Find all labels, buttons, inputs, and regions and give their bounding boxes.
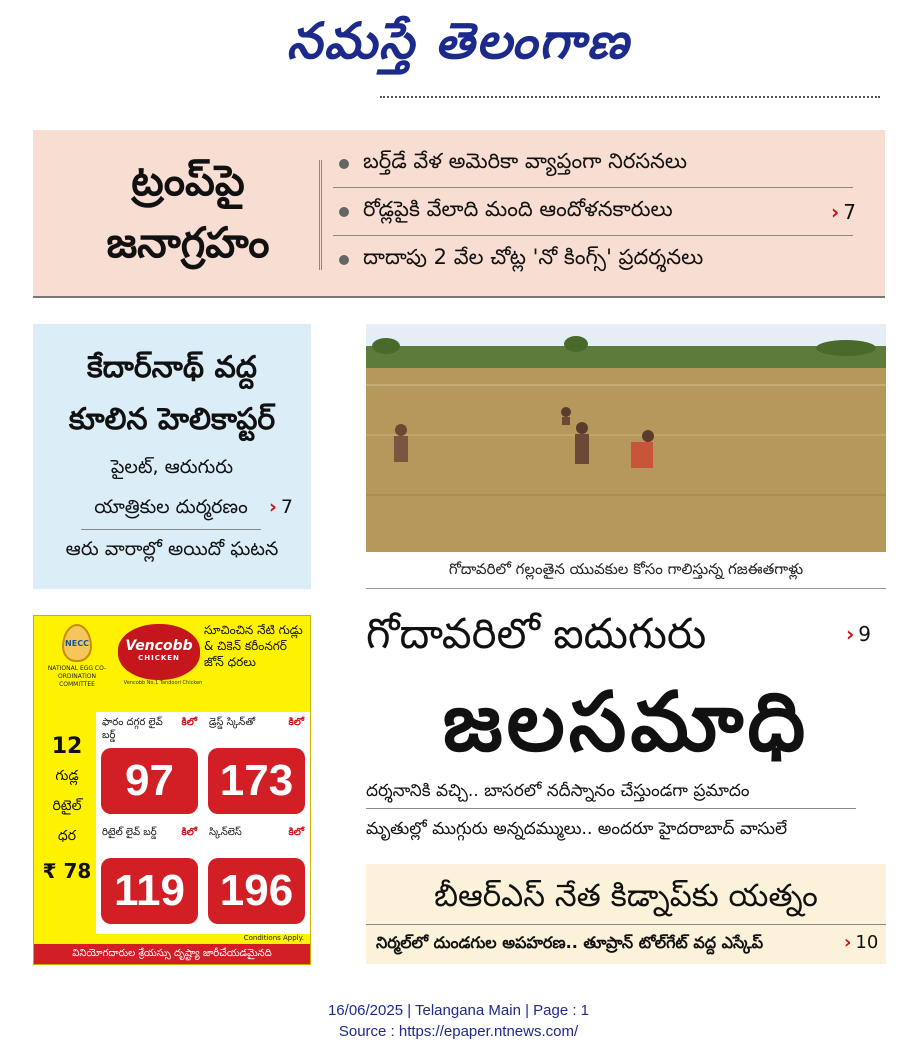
bullet-icon: [339, 255, 349, 265]
kedarnath-headline-line2: కూలిన హెలికాప్టర్: [68, 402, 276, 437]
footer-line1: 16/06/2025 | Telangana Main | Page : 1: [327, 1002, 590, 1019]
trump-story-box: [33, 130, 885, 298]
ad-notice: సూచించిన నేటి గుడ్లు & చికెన్ కరీంనగర్ జోన్ ధరలు: [204, 623, 303, 669]
price-value: 196: [208, 858, 305, 924]
egg-count: 12: [51, 734, 83, 759]
top-rule: [380, 96, 880, 102]
kedarnath-story-box: [33, 324, 311, 589]
price-unit: కిలో: [181, 717, 197, 728]
kedarnath-headline-line1: కేదార్‌నాథ్ వద్ద: [87, 350, 257, 385]
price-label: స్కిన్‌లెస్: [209, 827, 242, 838]
chevron-right-icon: ›: [831, 200, 840, 224]
kedarnath-headline: [33, 342, 311, 446]
godavari-page-ref[interactable]: [846, 622, 871, 646]
page-ref-number: 10: [855, 932, 879, 953]
trump-headline-line1: ట్రంప్‌పై: [131, 156, 245, 205]
newspaper-title: నమస్తే తెలంగాణ: [286, 11, 631, 70]
price-value: 173: [208, 748, 305, 814]
egg-price: ₹ 78: [42, 859, 92, 883]
brs-story-box: [366, 864, 886, 964]
page-ref-number: 7: [843, 200, 856, 224]
point-text: దాదాపు 2 వేల చోట్ల 'నో కింగ్స్' ప్రదర్శనలు: [363, 245, 704, 269]
price-ad: [33, 615, 311, 965]
page-ref-number: 9: [858, 622, 871, 646]
godavari-kicker: గోదావరిలో ఐదుగురు: [366, 609, 707, 658]
brand-name: Vencobb: [125, 638, 193, 654]
godavari-line2: మృతుల్లో ముగ్గురు అన్నదమ్ములు.. అందరూ హైదరాబాద్ వాసులే: [366, 819, 788, 839]
chevron-right-icon: ›: [846, 622, 855, 646]
price-value: 97: [101, 748, 198, 814]
price-cell: [98, 824, 201, 929]
price-unit: కిలో: [181, 827, 197, 838]
ad-header: [34, 616, 312, 711]
page-ref-number: 7: [280, 496, 293, 518]
chicken-price-panel: [96, 712, 310, 934]
egg-label-3: ధర: [57, 828, 77, 844]
brs-page-ref[interactable]: [844, 930, 878, 956]
necc-logo: [42, 622, 112, 702]
kedarnath-sub3: ఆరు వారాల్లో అయిదో ఘటన: [65, 538, 279, 560]
chevron-right-icon: ›: [269, 496, 277, 518]
trump-points-list: [333, 140, 853, 284]
bullet-icon: [339, 159, 349, 169]
price-unit: కిలో: [288, 827, 304, 838]
page-footer: [0, 1000, 917, 1042]
footer-source[interactable]: Source : https://epaper.ntnews.com/: [338, 1023, 579, 1040]
list-item: [333, 188, 853, 236]
conditions-text: Conditions Apply.: [243, 934, 304, 942]
price-cell: [205, 714, 308, 819]
price-label: రిటైల్ లైవ్ బర్డ్: [102, 827, 157, 838]
kedarnath-sub1: పైలట్, ఆరుగురు: [110, 456, 234, 478]
egg-label-1: గుడ్ల: [55, 768, 79, 784]
ad-footer: వినియోగదారుల శ్రేయస్సు దృష్ట్యా జారీచేయడమైనది: [34, 944, 310, 964]
brs-sub: నిర్మల్‌లో దుండగుల అపహరణ.. తూప్రాన్ టోల్‌గేట్ వద్ద ఎస్కేప్: [376, 933, 764, 952]
trump-headline-line2: జనాగ్రహం: [106, 218, 270, 267]
trump-page-ref[interactable]: [831, 200, 856, 224]
necc-text: NATIONAL EGG CO-ORDINATION COMMITTEE: [47, 665, 107, 688]
price-label: ఫారం దగ్గర లైవ్ బర్డ్: [102, 717, 163, 741]
photo-caption: గోదావరిలో గల్లంతైన యువకుల కోసం గాలిస్తున్న గజఈతగాళ్లు: [366, 560, 886, 589]
godavari-headline: జలసమాధి: [442, 675, 810, 770]
trump-headline: [53, 150, 323, 274]
list-item: [333, 236, 853, 284]
price-label: డ్రెస్డ్ స్కిన్‌తో: [209, 717, 256, 728]
brs-headline: బీఆర్ఎస్ నేత కిడ్నాప్‌కు యత్నం: [366, 868, 886, 925]
brand-tagline: Vencobb No.1 Tandoori Chicken: [123, 680, 203, 686]
egg-price-column: [38, 712, 96, 938]
bullet-icon: [339, 207, 349, 217]
list-item: [333, 140, 853, 188]
price-cell: [205, 824, 308, 929]
river-photo: [366, 324, 886, 552]
chevron-right-icon: ›: [844, 932, 852, 953]
brand-sub: CHICKEN: [138, 654, 180, 662]
price-value: 119: [101, 858, 198, 924]
masthead: [0, 6, 917, 76]
river-photo-image: [366, 324, 886, 552]
egg-label-2: రిటైల్: [52, 798, 82, 814]
kedarnath-page-ref[interactable]: [269, 496, 293, 518]
godavari-line1: దర్శనానికి వచ్చి.. బాసరలో నదీస్నానం చేస్తుండగా ప్రమాదం: [366, 778, 856, 809]
point-text: రోడ్లపైకి వేలాది మంది ఆందోళనకారులు: [363, 196, 673, 221]
divider: [319, 160, 323, 270]
vencobb-logo: [118, 624, 200, 680]
price-unit: కిలో: [288, 717, 304, 728]
kedarnath-sub2: యాత్రికుల దుర్మరణం: [81, 496, 261, 530]
egg-icon: NECC: [62, 624, 92, 662]
point-text: బర్త్‌డే వేళ అమెరికా వ్యాప్తంగా నిరసనలు: [363, 148, 687, 173]
price-cell: [98, 714, 201, 819]
